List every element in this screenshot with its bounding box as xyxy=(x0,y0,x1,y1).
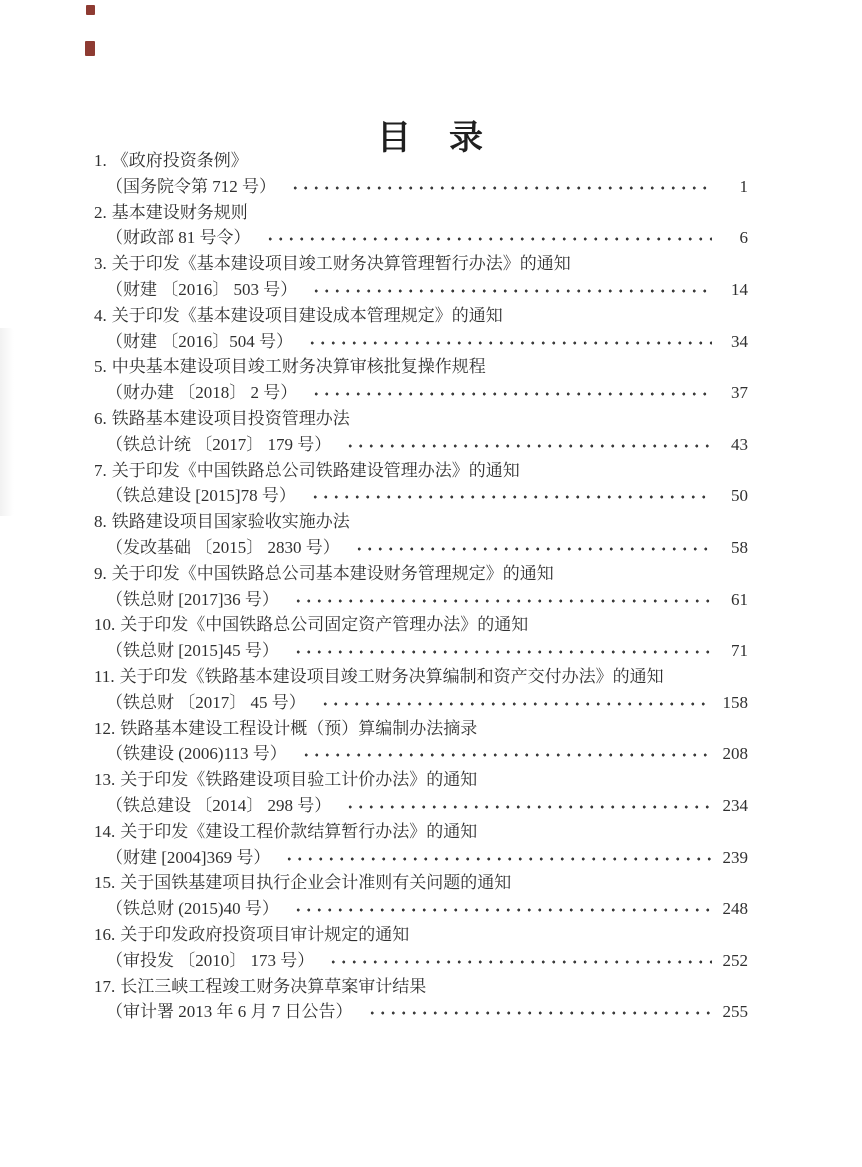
dot-leader xyxy=(367,1011,713,1017)
dot-leader xyxy=(328,960,712,966)
toc-entry xyxy=(94,251,748,303)
entry-number: 16. xyxy=(94,924,116,944)
entry-reference: （铁总计统 〔2017〕 179 号） xyxy=(106,434,332,454)
toc-entry-title-line xyxy=(94,354,748,380)
entry-title: 关于印发《中国铁路总公司铁路建设管理办法》的通知 xyxy=(111,460,520,480)
entry-page-number: 1 xyxy=(739,176,748,196)
entry-number: 10. xyxy=(94,615,116,635)
entry-number: 15. xyxy=(94,873,116,893)
entry-title: 关于印发《中国铁路总公司固定资产管理办法》的通知 xyxy=(120,615,529,635)
entry-page-number: 71 xyxy=(731,641,748,661)
toc-entry-reference-line xyxy=(94,896,748,922)
toc-entry-reference-line xyxy=(94,380,748,406)
entry-reference: （发改基础 〔2015〕 2830 号） xyxy=(106,537,340,557)
entry-number: 12. xyxy=(94,718,116,738)
toc-entry xyxy=(94,354,748,406)
toc-entry-title-line xyxy=(94,922,748,948)
entry-number: 13. xyxy=(94,770,116,790)
entry-number: 7. xyxy=(94,460,107,480)
entry-page-number: 58 xyxy=(731,537,748,557)
entry-title: 关于国铁基建项目执行企业会计准则有关问题的通知 xyxy=(120,873,512,893)
entry-reference: （国务院令第 712 号） xyxy=(106,176,276,196)
dot-leader xyxy=(307,341,712,347)
scan-artifact-mark-top xyxy=(86,5,95,15)
entry-page-number: 14 xyxy=(731,279,748,299)
dot-leader xyxy=(290,186,712,192)
dot-leader xyxy=(310,495,712,501)
toc-entry xyxy=(94,819,748,871)
toc-entry-reference-line xyxy=(94,999,748,1025)
entry-number: 8. xyxy=(94,512,107,532)
toc-entry xyxy=(94,922,748,974)
toc-entry-title-line xyxy=(94,767,748,793)
entry-reference: （财办建 〔2018〕 2 号） xyxy=(106,383,298,403)
dot-leader xyxy=(311,289,712,295)
toc-entry-reference-line xyxy=(94,329,748,355)
entry-number: 1. xyxy=(94,151,107,170)
entry-title: 关于印发《铁路基本建设项目竣工财务决算编制和资产交付办法》的通知 xyxy=(119,666,664,686)
toc-entry xyxy=(94,612,748,664)
dot-leader xyxy=(293,908,712,914)
toc-entry-title-line xyxy=(94,509,748,535)
entry-page-number: 248 xyxy=(722,899,748,919)
toc-entry-title-line xyxy=(94,303,748,329)
dot-leader xyxy=(301,753,712,759)
dot-leader xyxy=(311,392,712,398)
entry-reference: （铁总建设 〔2014〕 298 号） xyxy=(106,795,332,815)
entry-title: 铁路基本建设项目投资管理办法 xyxy=(111,408,350,428)
entry-number: 5. xyxy=(94,357,107,377)
toc-list xyxy=(94,148,748,1025)
entry-reference: （铁总建设 [2015]78 号） xyxy=(106,486,296,506)
dot-leader xyxy=(320,702,712,708)
entry-page-number: 50 xyxy=(731,486,748,506)
entry-reference: （铁总财 (2015)40 号） xyxy=(106,899,279,919)
toc-entry xyxy=(94,561,748,613)
entry-page-number: 6 xyxy=(739,228,748,248)
entry-number: 4. xyxy=(94,305,107,325)
entry-page-number: 34 xyxy=(731,331,748,351)
toc-entry-reference-line xyxy=(94,432,748,458)
toc-entry xyxy=(94,767,748,819)
dot-leader xyxy=(354,547,712,553)
entry-page-number: 255 xyxy=(722,1002,748,1022)
toc-entry xyxy=(94,200,748,252)
toc-entry-title-line xyxy=(94,664,748,690)
toc-entry xyxy=(94,509,748,561)
toc-entry-title-line xyxy=(94,819,748,845)
toc-entry-reference-line xyxy=(94,845,748,871)
toc-entry-title-line xyxy=(94,612,748,638)
entry-reference: （铁总财 〔2017〕 45 号） xyxy=(106,692,306,712)
page-title: 目 录 xyxy=(377,120,485,157)
dot-leader xyxy=(345,805,712,811)
entry-title: 关于印发政府投资项目审计规定的通知 xyxy=(120,924,410,944)
entry-page-number: 158 xyxy=(722,692,748,712)
entry-title: 关于印发《基本建设项目竣工财务决算管理暂行办法》的通知 xyxy=(111,254,571,274)
entry-number: 11. xyxy=(94,666,115,686)
entry-title: 长江三峡工程竣工财务决算草案审计结果 xyxy=(120,976,427,996)
toc-entry-reference-line xyxy=(94,741,748,767)
toc-entry xyxy=(94,716,748,768)
scan-artifact-mark-second xyxy=(85,41,95,56)
toc-entry xyxy=(94,303,748,355)
entry-page-number: 208 xyxy=(722,744,748,764)
toc-entry xyxy=(94,664,748,716)
toc-entry-title-line xyxy=(94,974,748,1000)
entry-reference: （财建 〔2016〕 503 号） xyxy=(106,279,298,299)
scan-edge-shadow xyxy=(0,328,14,516)
entry-reference: （审计署 2013 年 6 月 7 日公告） xyxy=(106,1002,353,1022)
dot-leader xyxy=(293,599,712,605)
entry-title: 关于印发《建设工程价款结算暂行办法》的通知 xyxy=(120,821,478,841)
toc-entry-reference-line xyxy=(94,587,748,613)
entry-reference: （铁总财 [2015]45 号） xyxy=(106,641,279,661)
toc-entry-title-line xyxy=(94,458,748,484)
entry-page-number: 37 xyxy=(731,383,748,403)
entry-page-number: 234 xyxy=(722,795,748,815)
entry-number: 9. xyxy=(94,563,107,583)
entry-title: 铁路建设项目国家验收实施办法 xyxy=(111,512,350,532)
toc-entry-reference-line xyxy=(94,690,748,716)
toc-entry xyxy=(94,974,748,1026)
entry-reference: （财建 〔2016〕504 号） xyxy=(106,331,293,351)
toc-entry xyxy=(94,148,748,200)
toc-entry-reference-line xyxy=(94,638,748,664)
entry-reference: （审投发 〔2010〕 173 号） xyxy=(106,950,315,970)
toc-entry-title-line xyxy=(94,406,748,432)
entry-page-number: 61 xyxy=(731,589,748,609)
entry-title: 铁路基本建设工程设计概（预）算编制办法摘录 xyxy=(120,718,478,738)
entry-reference: （财政部 81 号令） xyxy=(106,228,251,248)
entry-title: 关于印发《中国铁路总公司基本建设财务管理规定》的通知 xyxy=(111,563,554,583)
entry-page-number: 239 xyxy=(722,847,748,867)
entry-title: 基本建设财务规则 xyxy=(111,202,248,222)
toc-entry-reference-line xyxy=(94,948,748,974)
entry-reference: （铁建设 (2006)113 号） xyxy=(106,744,287,764)
toc-entry-title-line xyxy=(94,251,748,277)
dot-leader xyxy=(293,650,712,656)
toc-entry-reference-line xyxy=(94,174,748,200)
entry-reference: （财建 [2004]369 号） xyxy=(106,847,271,867)
dot-leader xyxy=(284,857,712,863)
entry-number: 3. xyxy=(94,254,107,274)
entry-number: 2. xyxy=(94,202,107,222)
toc-entry-title-line xyxy=(94,716,748,742)
dot-leader xyxy=(345,444,712,450)
toc-entry-reference-line xyxy=(94,225,748,251)
entry-number: 14. xyxy=(94,821,116,841)
entry-title: 中央基本建设项目竣工财务决算审核批复操作规程 xyxy=(111,357,486,377)
toc-entry xyxy=(94,870,748,922)
entry-number: 17. xyxy=(94,976,116,996)
toc-entry-title-line xyxy=(94,200,748,226)
toc-entry-reference-line xyxy=(94,535,748,561)
entry-number: 6. xyxy=(94,408,107,428)
toc-entry-reference-line xyxy=(94,483,748,509)
entry-title: 《政府投资条例》 xyxy=(111,151,248,170)
toc-entry xyxy=(94,406,748,458)
toc-entry-title-line xyxy=(94,148,748,174)
toc-entry-title-line xyxy=(94,561,748,587)
dot-leader xyxy=(265,237,713,243)
entry-title: 关于印发《基本建设项目建设成本管理规定》的通知 xyxy=(111,305,503,325)
entry-reference: （铁总财 [2017]36 号） xyxy=(106,589,279,609)
toc-entry-reference-line xyxy=(94,793,748,819)
toc-entry-reference-line xyxy=(94,277,748,303)
entry-title: 关于印发《铁路建设项目验工计价办法》的通知 xyxy=(120,770,478,790)
toc-entry-title-line xyxy=(94,870,748,896)
toc-entry xyxy=(94,458,748,510)
entry-page-number: 43 xyxy=(731,434,748,454)
entry-page-number: 252 xyxy=(722,950,748,970)
